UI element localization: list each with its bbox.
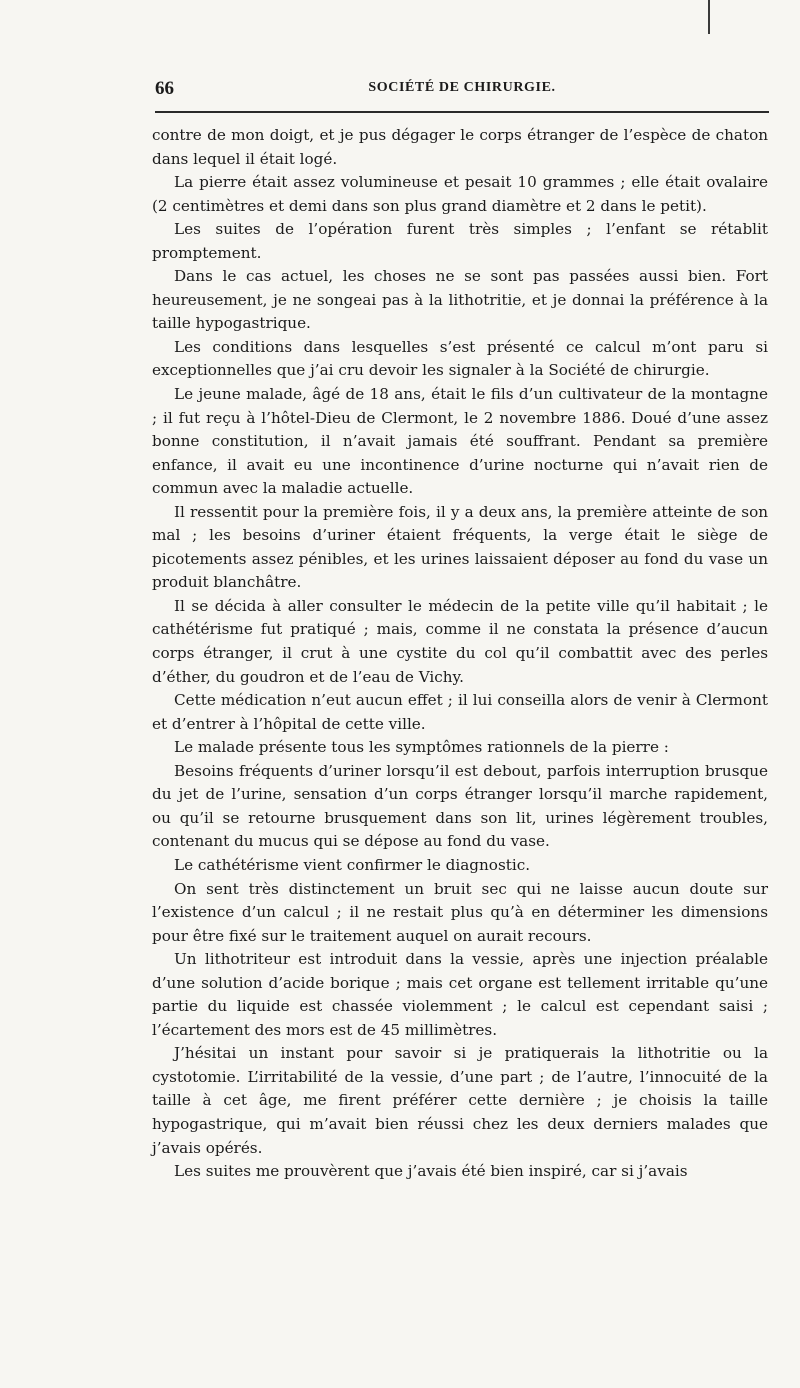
body-text	[152, 124, 768, 1184]
paragraph: J’hésitai un instant pour savoir si je pratiquerais la lithotritie ou la cystotomie. L’irritabilité de la vessie, d’une part ; de l’autre, l’innocuité de la taille à cet âge, me firent préférer cette dernière ; je choisis la taille hypogastrique, qui m’avait bien réussi chez les deux derniers malades que j’avais opérés.	[152, 1044, 768, 1157]
paragraph: Il ressentit pour la première fois, il y a deux ans, la première atteinte de son mal ; les besoins d’uriner étaient fréquents, la verge était le siège de picotements assez pénibles, et les urines laissaient déposer au fond du vase un produit blanchâtre.	[152, 502, 768, 592]
paragraph: On sent très distinctement un bruit sec qui ne laisse aucun doute sur l’existence d’un calcul ; il ne restait plus qu’à en déterminer les dimensions pour être fixé sur le traitement auquel on aurait recours.	[152, 879, 768, 945]
paragraph: Cette médication n’eut aucun effet ; il lui conseilla alors de venir à Clermont et d’entrer à l’hôpital de cette ville.	[152, 691, 768, 733]
paragraph: Le jeune malade, âgé de 18 ans, était le fils d’un cultivateur de la montagne ; il fut reçu à l’hôtel-Dieu de Clermont, le 2 novembre 1886. Doué d’une assez bonne constitution, il n’avait jamais été souffrant. Pendant sa première enfance, il avait eu une incontinence d’urine nocturne qui n’avait rien de commun avec la maladie actuelle.	[152, 385, 768, 498]
paragraph: Les suites de l’opération furent très simples ; l’enfant se rétablit promptement.	[152, 220, 768, 262]
paragraph: Un lithotriteur est introduit dans la vessie, après une injection préalable d’une solution d’acide borique ; mais cet organe est tellement irritable qu’une partie du liquide est chassée violemment ; le calcul est cependant saisi ; l’écartement des mors est de 45 millimètres.	[152, 950, 768, 1039]
page-number: 66	[155, 78, 174, 99]
header-rule	[155, 111, 769, 113]
scan-artifact-mark	[708, 0, 710, 34]
paragraph: Le cathétérisme vient confirmer le diagnostic.	[174, 855, 531, 874]
paragraph: contre de mon doigt, et je pus dégager le corps étranger de l’espèce de chaton dans lequel il était logé.	[152, 126, 768, 168]
paragraph: Il se décida à aller consulter le médecin de la petite ville qu’il habitait ; le cathétérisme fut pratiqué ; mais, comme il ne constata la présence d’aucun corps étranger, il crut à une cystite du col qu’il combattit avec des perles d’éther, du goudron et de l’eau de Vichy.	[152, 596, 768, 686]
paragraph: Les suites me prouvèrent que j’avais été bien inspiré, car si j’avais	[174, 1162, 688, 1181]
paragraph: Les conditions dans lesquelles s’est présenté ce calcul m’ont paru si exceptionnelles que j’ai cru devoir les signaler à la Société de chirurgie.	[152, 337, 768, 380]
paragraph: Dans le cas actuel, les choses ne se sont pas passées aussi bien. Fort heureusement, je ne songeai pas à la lithotritie, et je donnai la préférence à la taille hypogastrique.	[152, 267, 768, 333]
page-header	[155, 78, 769, 102]
paragraph: Le malade présente tous les symptômes rationnels de la pierre :	[174, 738, 669, 757]
paragraph: Besoins fréquents d’uriner lorsqu’il est debout, parfois interruption brusque du jet de l’urine, sensation d’un corps étranger lorsqu’il marche rapidement, ou qu’il se retourne brusquement dans son lit, urines légèrement troubles, contenant du mucus qui se dépose au fond du vase.	[152, 761, 768, 851]
paragraph: La pierre était assez volumineuse et pesait 10 grammes ; elle était ovalaire (2 centimètres et demi dans son plus grand diamètre et 2 dans le petit).	[152, 173, 768, 215]
running-title: SOCIÉTÉ DE CHIRURGIE.	[368, 80, 556, 95]
